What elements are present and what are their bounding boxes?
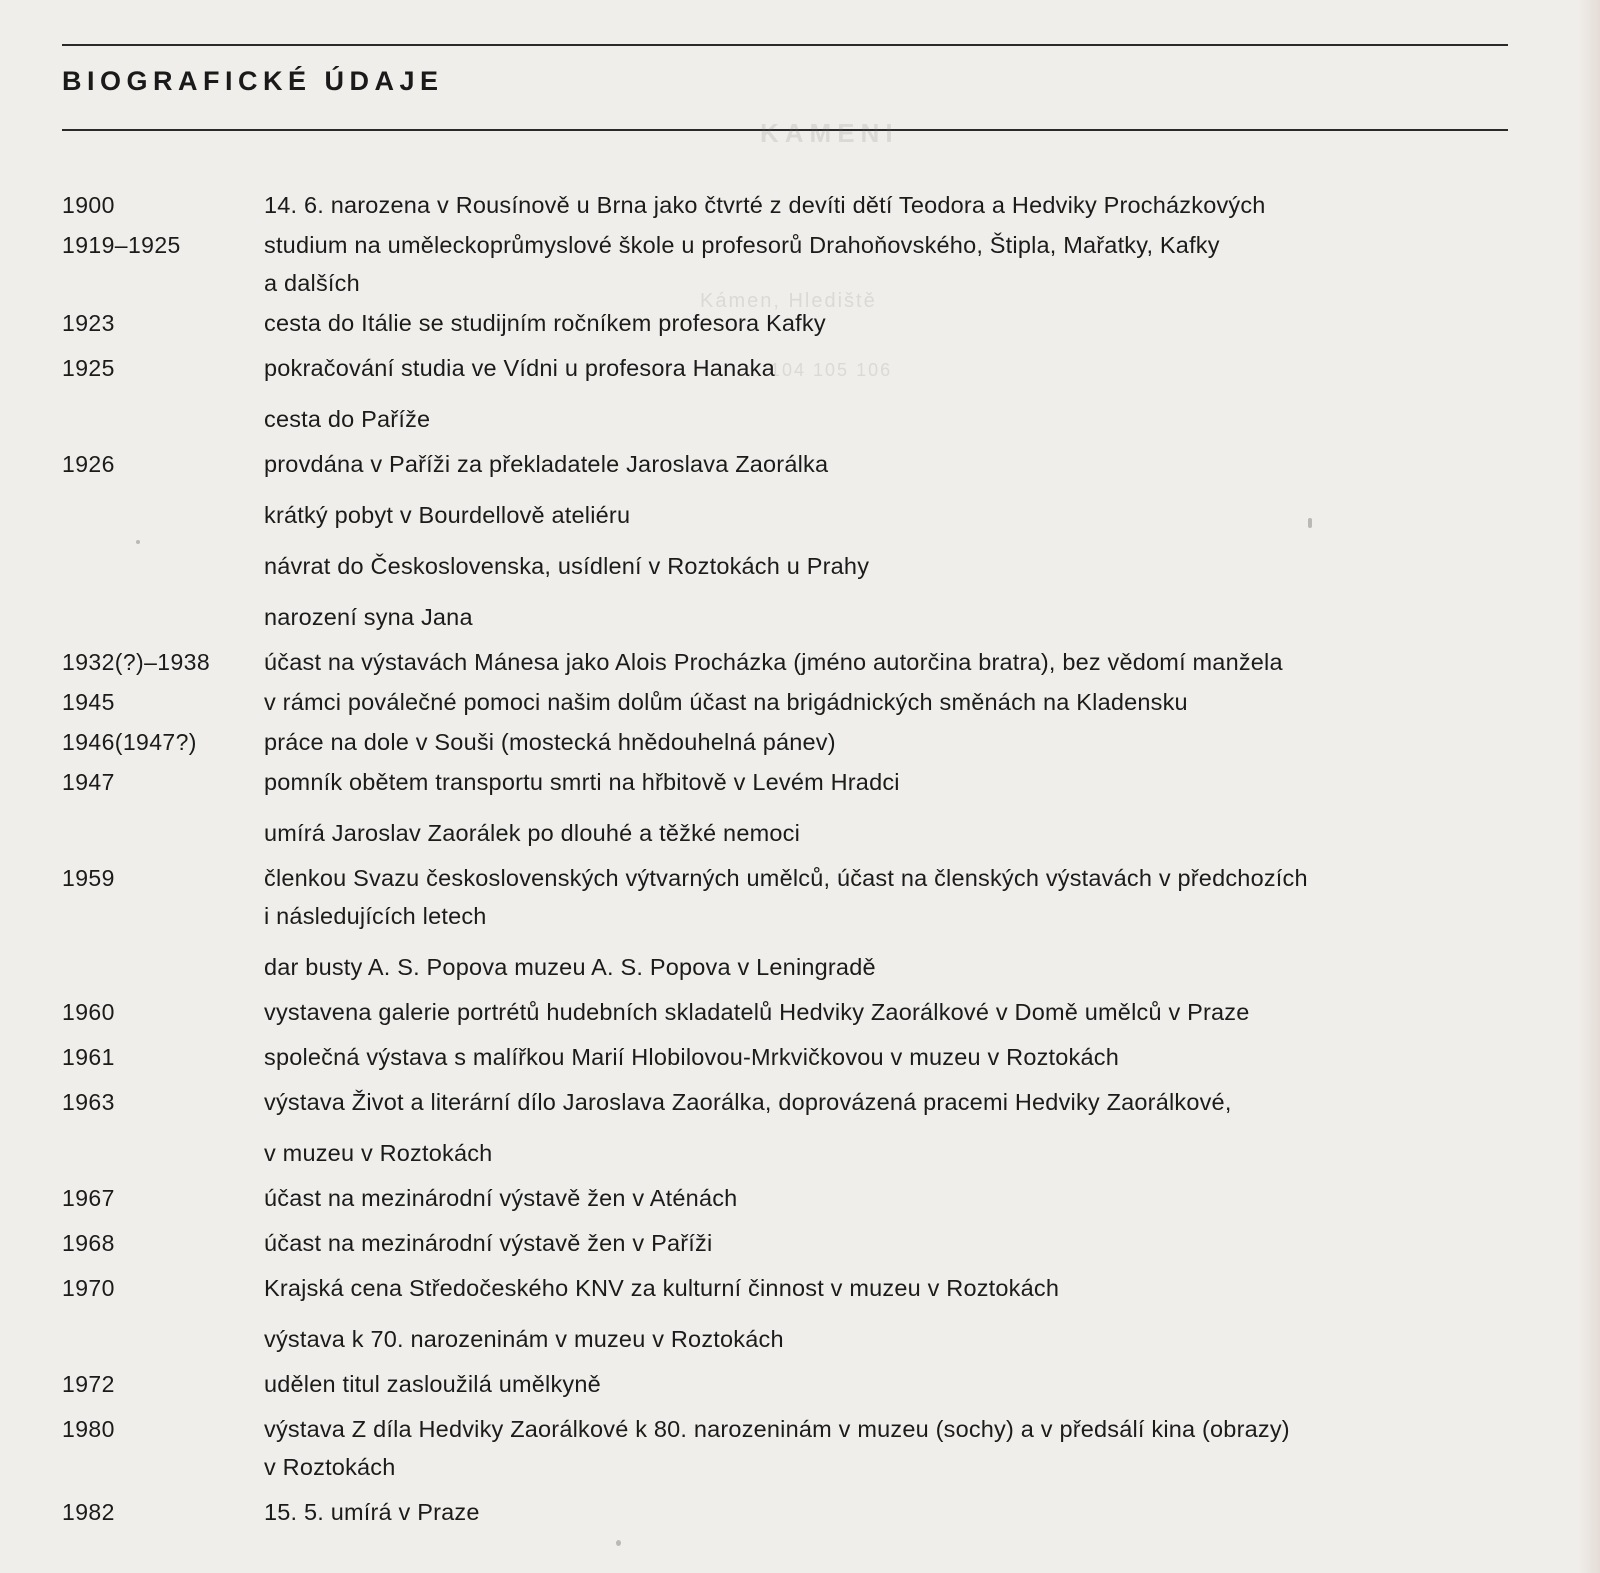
entry-description — [264, 1083, 1540, 1172]
entry-description — [264, 1179, 1540, 1217]
entry-year: 1960 — [62, 999, 115, 1025]
entry-line: výstava Život a literární dílo Jaroslava Zaorálka, doprovázená pracemi Hedviky Zaorálkové, — [264, 1089, 1232, 1115]
entry-line: v muzeu v Roztokách — [264, 1140, 493, 1166]
entry-line: společná výstava s malířkou Marií Hlobilovou-Mrkvičkovou v muzeu v Roztokách — [264, 1044, 1119, 1070]
biography-entry — [62, 859, 1540, 986]
entry-line: pokračování studia ve Vídni u profesora Hanaka — [264, 355, 775, 381]
entry-year: 1961 — [62, 1044, 115, 1070]
entry-year: 1947 — [62, 769, 115, 795]
paper-speck — [616, 1540, 621, 1546]
entry-line: dar busty A. S. Popova muzeu A. S. Popova v Leningradě — [264, 954, 876, 980]
entry-line: studium na uměleckoprůmyslové škole u profesorů Drahoňovského, Štipla, Mařatky, Kafky — [264, 232, 1220, 258]
biography-entry — [62, 226, 1540, 302]
biography-entry — [62, 1493, 1540, 1531]
entry-line: a dalších — [264, 270, 360, 296]
entry-description — [264, 445, 1540, 636]
entry-description — [264, 186, 1540, 224]
entry-description — [264, 1365, 1540, 1403]
entry-line: provdána v Paříži za překladatele Jaroslava Zaorálka — [264, 451, 829, 477]
biography-entry — [62, 1083, 1540, 1172]
entry-line: v rámci poválečné pomoci našim dolům účast na brigádnických směnách na Kladensku — [264, 689, 1188, 715]
entry-description — [264, 683, 1540, 721]
entry-line: pomník obětem transportu smrti na hřbitově v Levém Hradci — [264, 769, 900, 795]
biography-entry — [62, 643, 1540, 681]
entry-line: účast na výstavách Mánesa jako Alois Procházka (jméno autorčina bratra), bez vědomí manžela — [264, 649, 1283, 675]
entry-year: 1925 — [62, 355, 115, 381]
entry-line: účast na mezinárodní výstavě žen v Paříži — [264, 1230, 713, 1256]
entry-year: 1923 — [62, 310, 115, 336]
entry-year: 1946(1947?) — [62, 729, 197, 755]
entry-description — [264, 349, 1540, 438]
entry-year: 1926 — [62, 451, 115, 477]
entry-description — [264, 226, 1540, 302]
entry-line: cesta do Paříže — [264, 406, 431, 432]
entry-year: 1970 — [62, 1275, 115, 1301]
page-title: BIOGRAFICKÉ ÚDAJE — [62, 66, 444, 96]
entry-description — [264, 1410, 1540, 1486]
entry-description — [264, 643, 1540, 681]
biography-entry — [62, 993, 1540, 1031]
entry-line: krátký pobyt v Bourdellově ateliéru — [264, 502, 631, 528]
biography-entry — [62, 763, 1540, 852]
entry-line: práce na dole v Souši (mostecká hnědouhelná pánev) — [264, 729, 836, 755]
entry-line: v Roztokách — [264, 1454, 396, 1480]
entry-line: udělen titul zasloužilá umělkyně — [264, 1371, 601, 1397]
entry-year: 1959 — [62, 865, 115, 891]
entry-description — [264, 723, 1540, 761]
entry-description — [264, 859, 1540, 986]
entry-year: 1972 — [62, 1371, 115, 1397]
biography-entry — [62, 1410, 1540, 1486]
biography-entry — [62, 1179, 1540, 1217]
entry-line: účast na mezinárodní výstavě žen v Aténách — [264, 1185, 738, 1211]
entry-year: 1945 — [62, 689, 115, 715]
entry-year: 1919–1925 — [62, 232, 181, 258]
biography-entry — [62, 186, 1540, 224]
entry-line: cesta do Itálie se studijním ročníkem profesora Kafky — [264, 310, 826, 336]
entry-year: 1932(?)–1938 — [62, 649, 211, 675]
entry-description — [264, 1493, 1540, 1531]
biography-entry — [62, 445, 1540, 636]
biography-entry — [62, 1038, 1540, 1076]
biography-entry — [62, 349, 1540, 438]
header-rule-bottom — [62, 129, 1508, 131]
entry-description — [264, 993, 1540, 1031]
entry-description — [264, 1224, 1540, 1262]
entry-line: 15. 5. umírá v Praze — [264, 1499, 480, 1525]
header-rule-top — [62, 44, 1508, 46]
entry-description — [264, 1269, 1540, 1358]
entry-description — [264, 304, 1540, 342]
entry-year: 1980 — [62, 1416, 115, 1442]
entry-line: výstava k 70. narozeninám v muzeu v Roztokách — [264, 1326, 784, 1352]
entry-line: vystavena galerie portrétů hudebních skladatelů Hedviky Zaorálkové v Domě umělců v Praze — [264, 999, 1250, 1025]
entry-description — [264, 763, 1540, 852]
entry-description — [264, 1038, 1540, 1076]
ghost-text-line3: 104 105 106 — [770, 360, 893, 380]
entry-year: 1963 — [62, 1089, 115, 1115]
biography-entry — [62, 1365, 1540, 1403]
biography-entry — [62, 1224, 1540, 1262]
entry-year: 1900 — [62, 192, 115, 218]
entry-line: návrat do Československa, usídlení v Roztokách u Prahy — [264, 553, 870, 579]
entry-line: i následujících letech — [264, 903, 487, 929]
ghost-text-line2: Kámen, Hlediště — [700, 290, 877, 312]
ghost-text-line1: KAMENI — [760, 118, 899, 148]
biography-entry — [62, 683, 1540, 721]
entry-year: 1968 — [62, 1230, 115, 1256]
entry-line: členkou Svazu československých výtvarných umělců, účast na členských výstavách v předchozích — [264, 865, 1308, 891]
entry-line: 14. 6. narozena v Rousínově u Brna jako čtvrté z devíti dětí Teodora a Hedviky Procházkových — [264, 192, 1266, 218]
entry-line: výstava Z díla Hedviky Zaorálkové k 80. narozeninám v muzeu (sochy) a v předsálí kina (obrazy) — [264, 1416, 1290, 1442]
entry-line: umírá Jaroslav Zaorálek po dlouhé a těžké nemoci — [264, 820, 801, 846]
biography-entry — [62, 723, 1540, 761]
biography-entry — [62, 304, 1540, 342]
biography-entry-list — [62, 186, 1540, 1533]
biography-entry — [62, 1269, 1540, 1358]
entry-line: narození syna Jana — [264, 604, 473, 630]
entry-year: 1982 — [62, 1499, 115, 1525]
entry-line: Krajská cena Středočeského KNV za kulturní činnost v muzeu v Roztokách — [264, 1275, 1060, 1301]
entry-year: 1967 — [62, 1185, 115, 1211]
